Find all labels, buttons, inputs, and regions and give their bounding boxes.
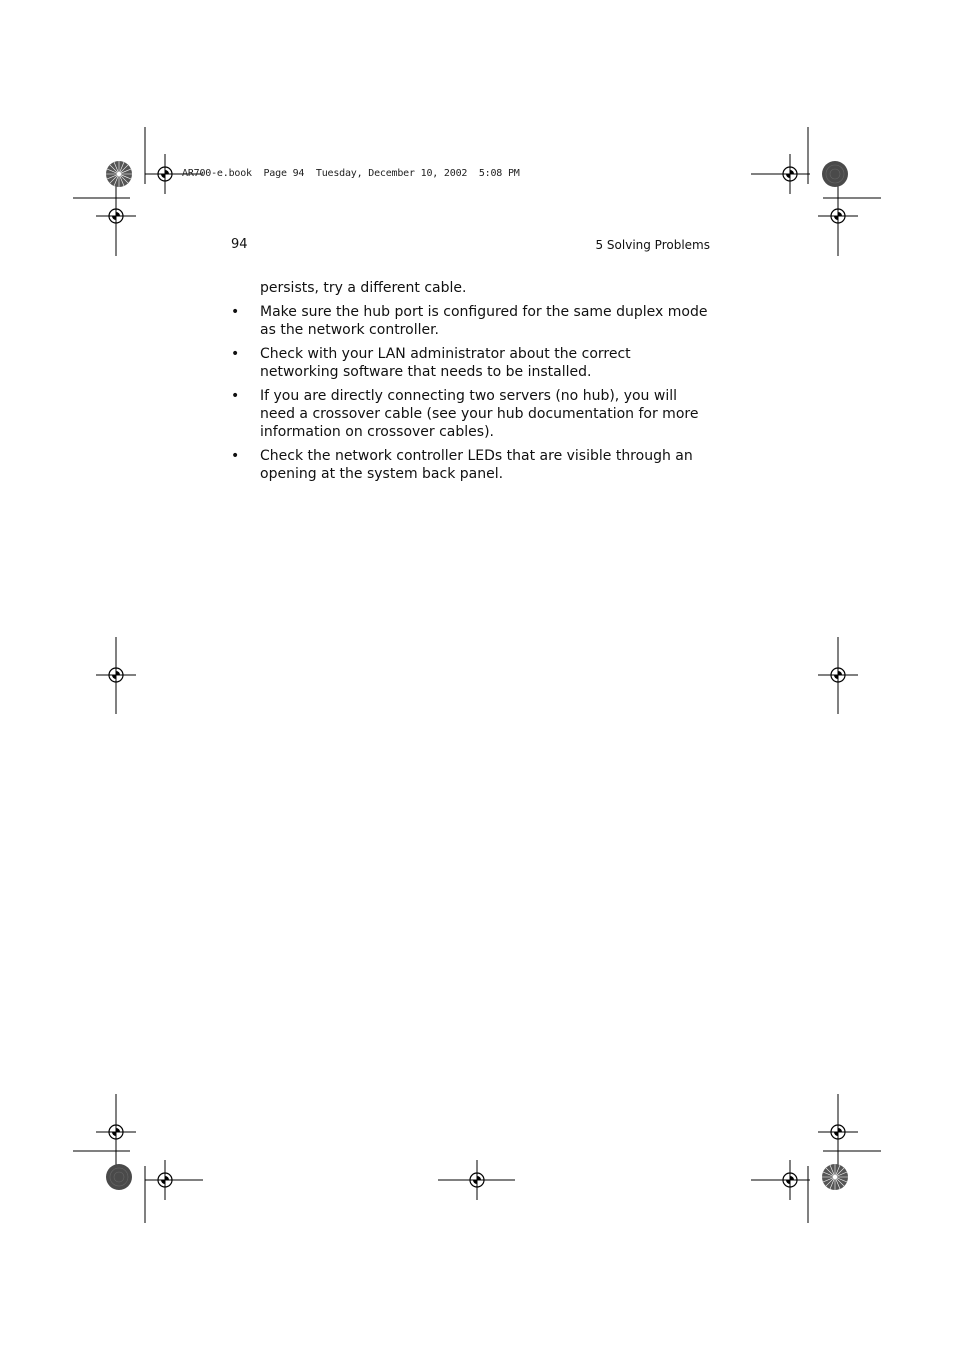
bullet-icon: • bbox=[231, 448, 240, 464]
color-bar-starburst-bottom-right bbox=[822, 1164, 848, 1190]
color-bar-dark-bottom-left bbox=[106, 1164, 132, 1190]
color-bar-starburst-top-left bbox=[106, 161, 132, 187]
bullet-icon: • bbox=[231, 346, 240, 362]
slug-line: AR700-e.book Page 94 Tuesday, December 10, 2002 5:08 PM bbox=[182, 168, 520, 179]
list-item bbox=[231, 387, 713, 441]
chapter-running-head: 5 Solving Problems bbox=[595, 238, 710, 252]
bullet-icon: • bbox=[231, 388, 240, 404]
bullet-icon: • bbox=[231, 304, 240, 320]
list-item bbox=[231, 447, 713, 483]
page-number: 94 bbox=[231, 237, 248, 252]
list-item-text: If you are directly connecting two servers (no hub), you will need a crossover cable (see your hub documentation for more information on crossover cables). bbox=[260, 388, 699, 440]
color-bar-dark-top-right bbox=[822, 161, 848, 187]
list-item-text: Check with your LAN administrator about the correct networking software that needs to be installed. bbox=[260, 346, 631, 380]
list-item-text: Check the network controller LEDs that are visible through an opening at the system back panel. bbox=[260, 448, 693, 482]
body-text bbox=[231, 279, 713, 489]
bullet-list bbox=[231, 303, 713, 483]
list-item bbox=[231, 303, 713, 339]
continued-paragraph: persists, try a different cable. bbox=[260, 280, 467, 296]
list-item-text: Make sure the hub port is configured for the same duplex mode as the network controller. bbox=[260, 304, 708, 338]
list-item bbox=[231, 345, 713, 381]
